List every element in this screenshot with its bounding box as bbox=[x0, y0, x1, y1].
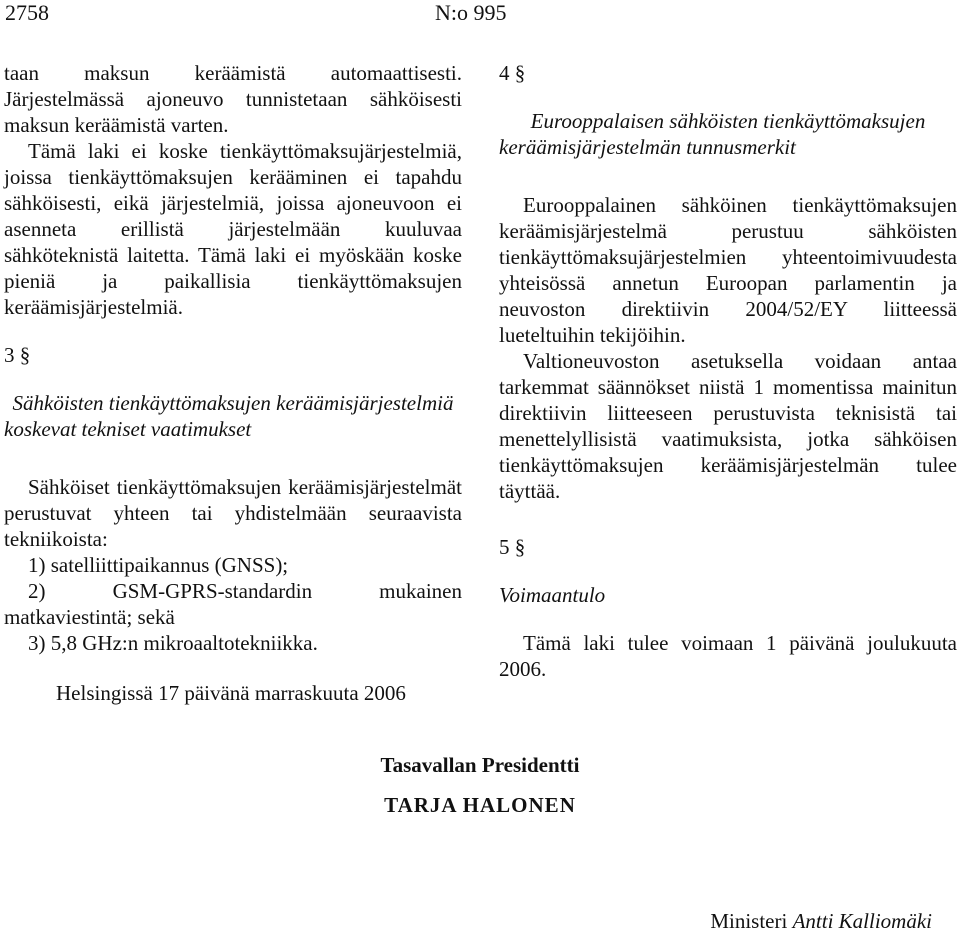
left-column bbox=[4, 60, 462, 656]
section-5-number: 5 § bbox=[499, 535, 526, 559]
president-name: TARJA HALONEN bbox=[384, 793, 576, 817]
list-item: 2) GSM-GPRS-standardin mukainen matkaviestintä; sekä bbox=[4, 579, 462, 629]
list-item: 1) satelliittipaikannus (GNSS); bbox=[28, 553, 289, 577]
minister-signature bbox=[710, 908, 932, 934]
section-4-paragraph-2: Valtioneuvoston asetuksella voidaan antaa tarkemmat säännökset niistä 1 momentissa mainitun direktiivin liitteeseen perustuvista teknisistä tai menettelyllisistä vaatimuksista, jotka sähköisen tienkäyttömaksujen keräämisjärjestelmän tulee täyttää. bbox=[499, 349, 957, 503]
right-column bbox=[499, 60, 957, 682]
list-item: 3) 5,8 GHz:n mikroaaltotekniikka. bbox=[28, 631, 318, 655]
section-3-paragraph: Sähköiset tienkäyttömaksujen keräämisjärjestelmät perustuvat yhteen tai yhdistelmään seuraavista tekniikoista: bbox=[4, 475, 462, 551]
page-header bbox=[5, 0, 955, 26]
president-title: Tasavallan Presidentti bbox=[380, 753, 580, 777]
scope-paragraph: Tämä laki ei koske tienkäyttömaksujärjestelmiä, joissa tienkäyttömaksujen kerääminen ei tapahdu sähköisesti, eikä järjestelmiä, joissa ajoneuvoon ei asenneta erillistä järjestelmään kuuluvaa sähköteknistä laitetta. Tämä laki ei myöskään koske pieniä ja paikallisia tienkäyttömaksujen keräämisjärjestelmiä. bbox=[4, 139, 462, 319]
minister-title: Ministeri bbox=[710, 909, 788, 933]
document-number: N:o 995 bbox=[435, 0, 507, 25]
section-3-title: Sähköisten tienkäyttömaksujen keräämisjärjestelmiä koskevat tekniset vaatimukset bbox=[4, 391, 454, 441]
section-5-title: Voimaantulo bbox=[499, 583, 606, 607]
section-4-number: 4 § bbox=[499, 61, 526, 85]
section-4-title: Eurooppalaisen sähköisten tienkäyttömaksujen keräämisjärjestelmän tunnusmerkit bbox=[499, 109, 926, 159]
minister-name: Antti Kalliomäki bbox=[792, 909, 932, 933]
place-and-date: Helsingissä 17 päivänä marraskuuta 2006 bbox=[56, 681, 406, 705]
continuation-paragraph: taan maksun keräämistä automaattisesti. Järjestelmässä ajoneuvo tunnistetaan sähköisesti maksun keräämistä varten. bbox=[4, 61, 462, 137]
section-3-number: 3 § bbox=[4, 343, 31, 367]
section-5-paragraph: Tämä laki tulee voimaan 1 päivänä joulukuuta 2006. bbox=[499, 631, 957, 681]
section-4-paragraph-1: Eurooppalainen sähköinen tienkäyttömaksujen keräämisjärjestelmä perustuu sähköisten tienkäyttömaksujärjestelmien yhteentoimivuudesta yhteisössä annetun Euroopan parlamentin ja neuvoston direktiivin 2004/52/EY liitteessä lueteltuihin tekijöihin. bbox=[499, 193, 957, 347]
page-number: 2758 bbox=[5, 0, 49, 25]
